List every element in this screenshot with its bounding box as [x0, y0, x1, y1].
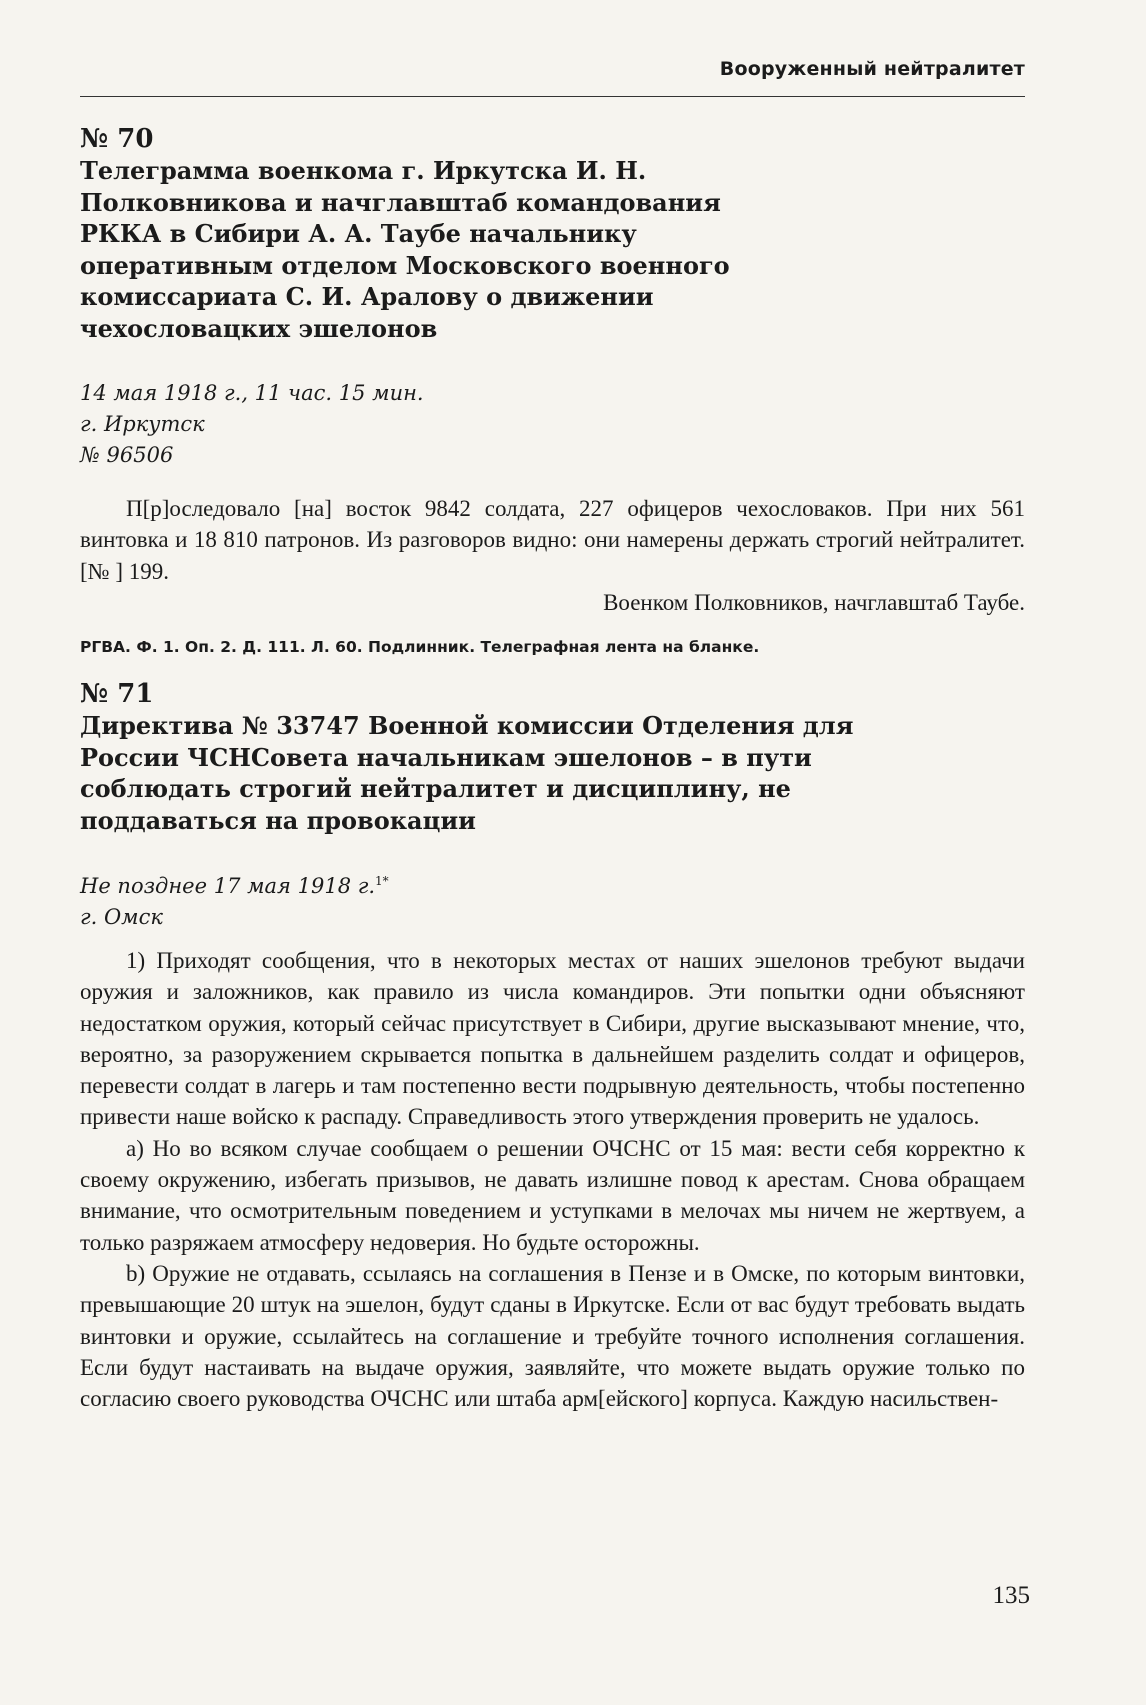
document-date	[80, 866, 1025, 902]
document-place: г. Омск	[80, 905, 163, 929]
document-date-text: Не позднее 17 мая 1918 г.	[80, 874, 376, 898]
document-date: 14 мая 1918 г., 11 час. 15 мин.	[80, 381, 424, 405]
document-70	[80, 124, 1025, 658]
footnote-mark: 1*	[375, 874, 389, 888]
paragraph: 1) Приходят сообщения, что в некоторых местах от наших эшелонов требуют выдачи оружия и заложников, как правило из числа командиров. Эти попытки одни объясняют недостатком оружия, который сейчас присутствует в Сибири, другие высказывают мнение, что, вероятно, за разоружением скрывается попытка в дальнейшем разделить солдат и офицеров, перевести солдат в лагерь и там постепенно вести подрывную деятельность, чтобы постепенно привести наше войско к распаду. Справедливость этого утверждения проверить не удалось.	[80, 948, 1025, 1130]
paragraph: П[р]оследовало [на] восток 9842 солдата, 227 офицеров чехословаков. При них 561 винтовка и 18 810 патронов. Из разговоров видно: они намерены держать строгий нейтралитет. [№ ] 199.	[80, 496, 1025, 584]
archive-source: РГВА. Ф. 1. Оп. 2. Д. 111. Л. 60. Подлинник. Телеграфная лента на бланке.	[80, 638, 760, 657]
running-head: Вооруженный нейтралитет	[719, 58, 1025, 80]
page-number: 135	[992, 1582, 1030, 1609]
document-place: г. Иркутск	[80, 412, 205, 436]
document-title: Телеграмма военкома г. Иркутска И. Н. Полковникова и начглавштаб командования РККА в Сибири А. А. Таубе начальнику оперативным отделом Московского военного комиссариата С. И. Аралову о движении чехословацких эшелонов	[80, 156, 730, 343]
paragraph: b) Оружие не отдавать, ссылаясь на соглашения в Пензе и в Омске, по которым винтовки, превышающие 20 штук на эшелон, будут сданы в Иркутске. Если от вас будут требовать выдать винтовки и оружие, ссылайтесь на соглашение и требуйте точного исполнения соглашения. Если будут настаивать на выдаче оружия, заявляйте, что можете выдать оружие только по согласию своего руководства ОЧСНС или штаба арм[ейского] корпуса. Каждую насильствен-	[80, 1260, 1025, 1412]
paragraph: a) Но во всяком случае сообщаем о решении ОЧСНС от 15 мая: вести себя корректно к своему окружению, избегать призывов, не давать излишне повод к арестам. Снова обращаем внимание, что осмотрительным поведением и уступками в мелочах мы ничем не жертвуем, а только разряжаем атмосферу недоверия. Но будьте осторожны.	[80, 1135, 1025, 1255]
document-title: Директива № 33747 Военной комиссии Отделения для России ЧСНСовета начальникам эшелонов – в пути соблюдать строгий нейтралитет и дисциплину, не поддаваться на провокации	[80, 711, 854, 835]
document-reg-number: № 96506	[80, 443, 174, 467]
document-71	[80, 679, 1025, 1414]
signature: Военком Полковников, начглавштаб Таубе.	[603, 589, 1025, 615]
document-number: № 70	[80, 124, 154, 154]
document-number: № 71	[80, 679, 154, 709]
header-rule	[80, 96, 1025, 97]
